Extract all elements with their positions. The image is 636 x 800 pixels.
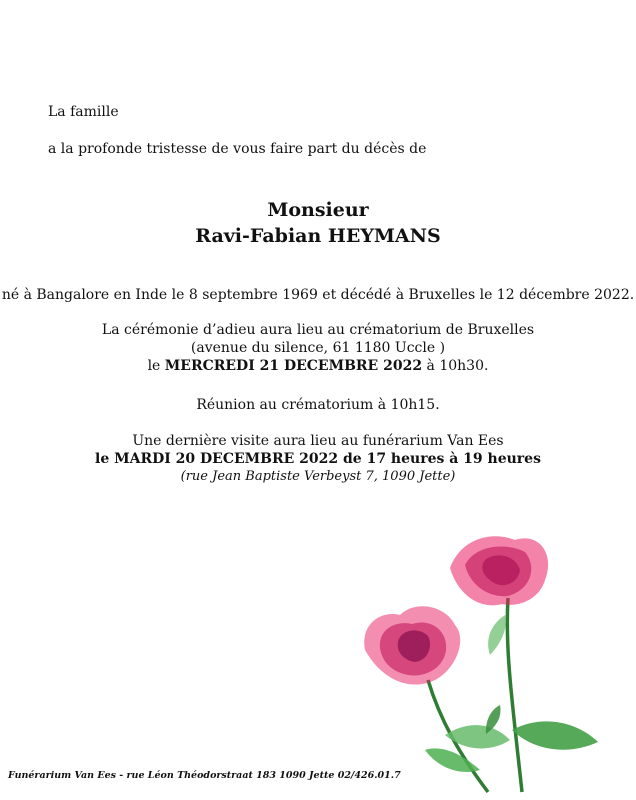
rose-right xyxy=(450,536,548,605)
deceased-title: Monsieur xyxy=(267,199,369,221)
ceremony-date xyxy=(0,357,636,375)
visit-date xyxy=(0,450,636,468)
visit-line: Une dernière visite aura lieu au funérarium Van Ees xyxy=(132,433,504,449)
visit-date-bold: le MARDI 20 DECEMBRE 2022 de 17 heures à 19 heures xyxy=(95,451,541,467)
footer-funeral-home: Funérarium Van Ees - rue Léon Théodorstraat 183 1090 Jette 02/426.01.7 xyxy=(8,770,401,781)
intro-line-family: La famille xyxy=(48,104,119,120)
ceremony-date-bold: MERCREDI 21 DECEMBRE 2022 xyxy=(164,358,423,374)
deceased-name: Ravi-Fabian HEYMANS xyxy=(195,225,441,247)
ceremony-date-suffix: à 10h30. xyxy=(422,358,489,374)
rose-stem-right xyxy=(507,598,522,792)
ceremony-address: (avenue du silence, 61 1180 Uccle ) xyxy=(190,340,446,356)
rose-left xyxy=(364,606,460,684)
reunion-line: Réunion au crématorium à 10h15. xyxy=(196,397,440,413)
birth-death-line: né à Bangalore en Inde le 8 septembre 1969 et décédé à Bruxelles le 12 décembre 2022. xyxy=(1,287,635,303)
leaf-upper xyxy=(488,615,506,655)
leaf-right xyxy=(512,721,598,749)
visit-address: (rue Jean Baptiste Verbeyst 7, 1090 Jette) xyxy=(180,469,456,484)
leaf-lower xyxy=(425,748,480,772)
ceremony-line: La cérémonie d’adieu aura lieu au crématorium de Bruxelles xyxy=(101,322,535,338)
intro-line-sadness: a la profonde tristesse de vous faire part du décès de xyxy=(48,141,427,157)
roses-illustration-icon xyxy=(340,530,610,795)
ceremony-date-prefix: le xyxy=(147,358,165,374)
